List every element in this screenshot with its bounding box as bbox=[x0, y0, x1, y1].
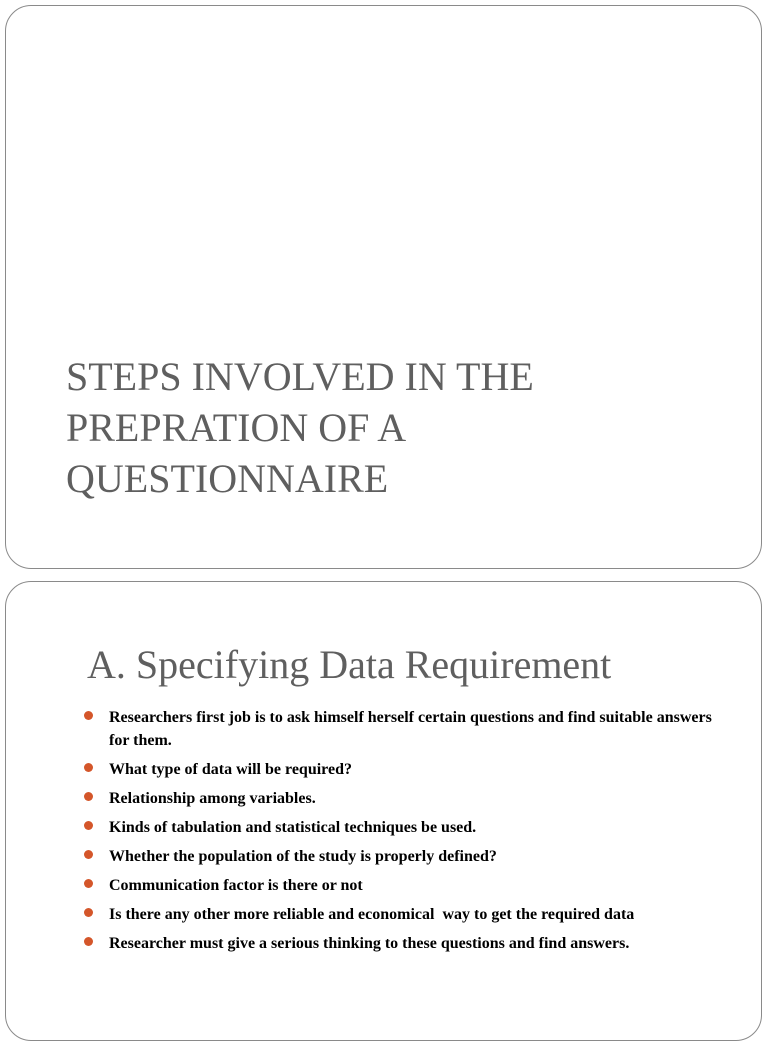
round-bullet-icon bbox=[84, 763, 93, 772]
round-bullet-icon bbox=[84, 908, 93, 917]
bullet-text: Is there any other more reliable and economical way to get the required data bbox=[109, 906, 635, 923]
bullet-text: What type of data will be required? bbox=[109, 761, 352, 778]
title-slide bbox=[5, 5, 762, 569]
bullet-item bbox=[84, 758, 724, 781]
bullet-item bbox=[84, 903, 724, 926]
bullet-text: Researchers first job is to ask himself herself certain questions and find suitable answers for them. bbox=[109, 709, 712, 749]
bullet-text: Researcher must give a serious thinking to these questions and find answers. bbox=[109, 935, 630, 952]
bullet-item bbox=[84, 845, 724, 868]
bullet-list bbox=[84, 706, 724, 961]
round-bullet-icon bbox=[84, 792, 93, 801]
slide-title-line: STEPS INVOLVED IN THE bbox=[66, 354, 534, 399]
bullet-text: Whether the population of the study is properly defined? bbox=[109, 848, 497, 865]
round-bullet-icon bbox=[84, 879, 93, 888]
slide-title-line: PREPRATION OF A bbox=[66, 405, 407, 450]
bullet-item bbox=[84, 874, 724, 897]
round-bullet-icon bbox=[84, 821, 93, 830]
bullet-item bbox=[84, 932, 724, 955]
bullet-text: Relationship among variables. bbox=[109, 790, 316, 807]
bullet-text: Kinds of tabulation and statistical techniques be used. bbox=[109, 819, 477, 836]
round-bullet-icon bbox=[84, 850, 93, 859]
round-bullet-icon bbox=[84, 711, 93, 720]
bullet-item bbox=[84, 787, 724, 810]
slide-title-line: QUESTIONNAIRE bbox=[66, 456, 389, 501]
content-slide-heading: A. Specifying Data Requirement bbox=[87, 642, 612, 687]
bullet-text: Communication factor is there or not bbox=[109, 877, 363, 894]
slide-title bbox=[66, 351, 706, 504]
content-slide bbox=[5, 581, 762, 1041]
bullet-item bbox=[84, 816, 724, 839]
round-bullet-icon bbox=[84, 937, 93, 946]
bullet-item bbox=[84, 706, 724, 752]
